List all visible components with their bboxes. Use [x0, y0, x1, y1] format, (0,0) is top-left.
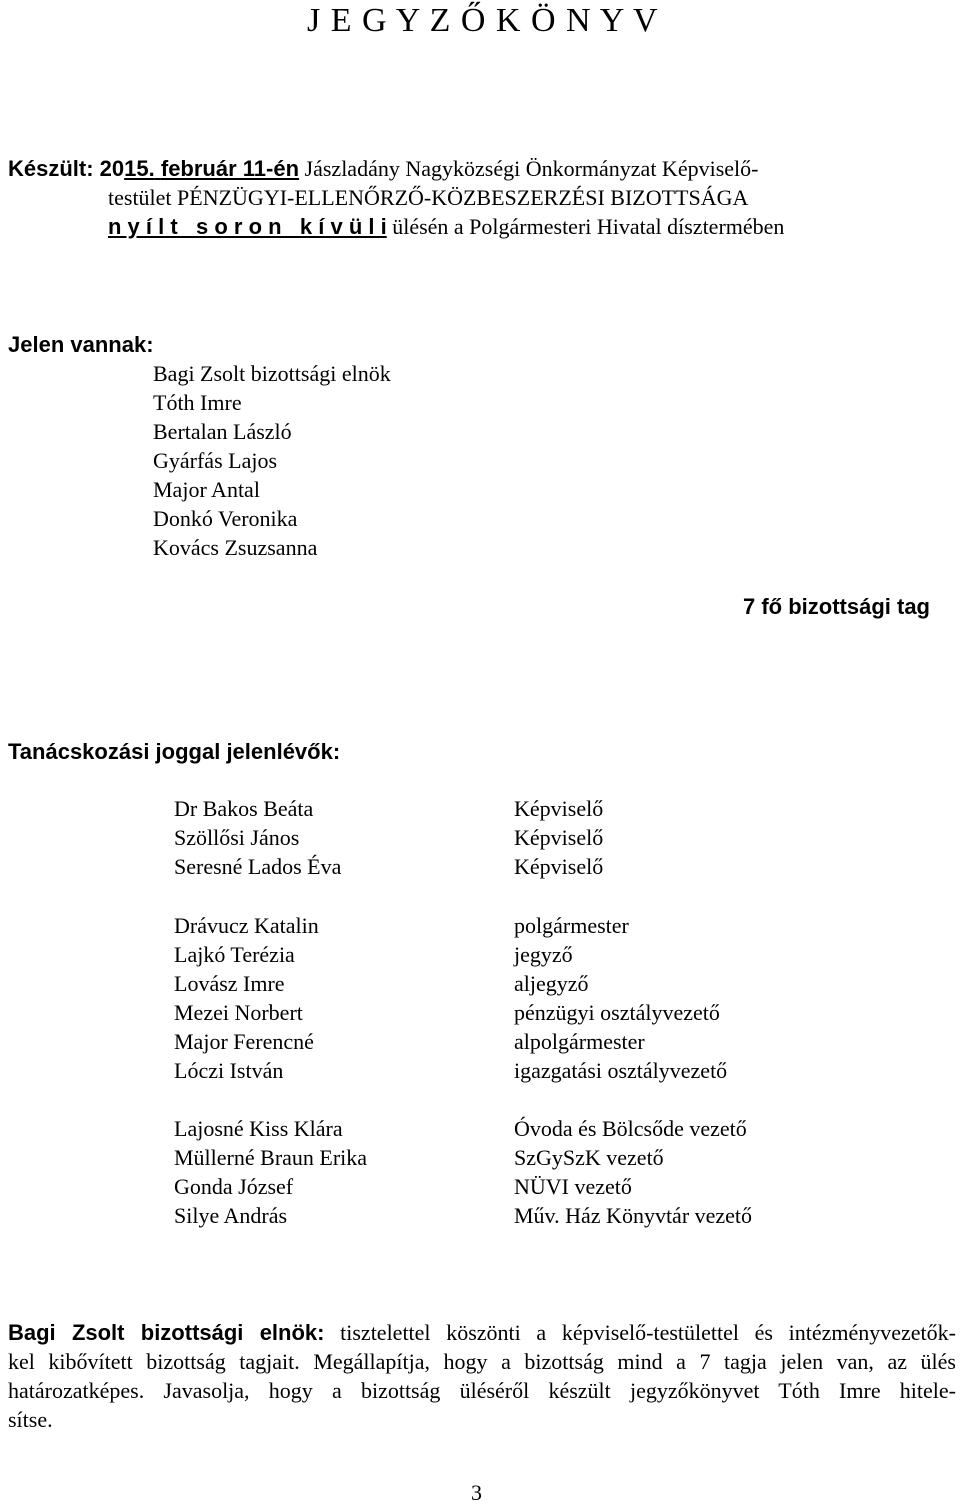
- advisory-role: polgármester: [514, 913, 629, 938]
- paragraph-line-2: kel kibővített bizottság tagjait. Megállapítja, hogy a bizottság mind a 7 tagja jelen van, az ülés: [8, 1349, 956, 1374]
- date-day: február 11-én: [160, 156, 300, 181]
- header-line-2: [108, 183, 748, 212]
- advisory-names-group-1: [174, 794, 341, 881]
- date-year: 15.: [124, 156, 155, 181]
- present-members-list: [153, 359, 391, 562]
- advisory-name: Lóczi István: [174, 1058, 284, 1083]
- advisory-role: Képviselő: [514, 796, 604, 821]
- advisory-role: aljegyző: [514, 971, 589, 996]
- advisory-name: Müllerné Braun Erika: [174, 1145, 368, 1170]
- member-item: Bagi Zsolt bizottsági elnök: [153, 361, 391, 386]
- session-type: n y í l t s o r o n k í v ü l i: [108, 214, 387, 239]
- advisory-name: Gonda József: [174, 1174, 294, 1199]
- advisory-role: Képviselő: [514, 825, 604, 850]
- advisory-roles-group-2: [514, 911, 727, 1085]
- document-title: J E G Y Z Ő K Ö N Y V: [307, 2, 659, 39]
- paragraph-line-4: sítse.: [8, 1407, 53, 1432]
- member-item: Kovács Zsuzsanna: [153, 535, 318, 560]
- member-item: Gyárfás Lajos: [153, 448, 278, 473]
- member-item: Bertalan László: [153, 419, 292, 444]
- advisory-names-group-2: [174, 911, 319, 1085]
- advisory-name: Seresné Lados Éva: [174, 854, 342, 879]
- advisory-name: Lajosné Kiss Klára: [174, 1116, 343, 1141]
- member-item: Donkó Veronika: [153, 506, 298, 531]
- advisory-role: Képviselő: [514, 854, 604, 879]
- member-item: Tóth Imre: [153, 390, 242, 415]
- member-count: 7 fő bizottsági tag: [743, 594, 930, 619]
- advisory-role: NÜVI vezető: [514, 1174, 632, 1199]
- page-number: 3: [471, 1480, 482, 1505]
- advisory-role: pénzügyi osztályvezető: [514, 1000, 720, 1025]
- advisory-name: Major Ferencné: [174, 1029, 314, 1054]
- intro-testulet: testület: [108, 185, 178, 210]
- intro-rest: Jászladány Nagyközségi Önkormányzat Képviselő-: [299, 156, 759, 181]
- paragraph-line-1: [8, 1318, 956, 1347]
- member-item: Major Antal: [153, 477, 260, 502]
- advisory-names-group-3: [174, 1114, 367, 1230]
- advisory-name: Dr Bakos Beáta: [174, 796, 314, 821]
- committee-name: PÉNZÜGYI-ELLENŐRZŐ-KÖZBESZERZÉSI BIZOTTSÁGA: [177, 185, 749, 210]
- advisory-role: Óvoda és Bölcsőde vezető: [514, 1116, 747, 1141]
- speaker-label: Bagi Zsolt bizottsági elnök:: [8, 1320, 325, 1345]
- keszult-label: Készült: 20: [8, 156, 125, 181]
- advisory-role: SzGySzK vezető: [514, 1145, 664, 1170]
- advisory-name: Silye András: [174, 1203, 288, 1228]
- advisory-name: Mezei Norbert: [174, 1000, 303, 1025]
- header-line-1: [8, 154, 758, 183]
- advisory-label: Tanácskozási joggal jelenlévők:: [8, 739, 341, 764]
- advisory-roles-group-1: [514, 794, 603, 881]
- minutes-paragraph: [8, 1318, 956, 1434]
- advisory-name: Lajkó Terézia: [174, 942, 295, 967]
- advisory-role: igazgatási osztályvezető: [514, 1058, 728, 1083]
- paragraph-line-3: határozatképes. Javasolja, hogy a bizottság üléséről készült jegyzőkönyvet Tóth Imre hitele-: [8, 1378, 956, 1403]
- advisory-name: Szöllősi János: [174, 825, 300, 850]
- advisory-name: Lovász Imre: [174, 971, 285, 996]
- present-label: Jelen vannak:: [8, 332, 154, 357]
- advisory-role: Műv. Ház Könyvtár vezető: [514, 1203, 753, 1228]
- advisory-roles-group-3: [514, 1114, 752, 1230]
- session-rest: ülésén a Polgármesteri Hivatal dísztermében: [386, 214, 785, 239]
- advisory-role: jegyző: [514, 942, 573, 967]
- header-line-3: [108, 212, 784, 241]
- paragraph-line-1-text: tisztelettel köszönti a képviselő-testülettel és intézményvezetők-: [324, 1320, 956, 1345]
- advisory-role: alpolgármester: [514, 1029, 645, 1054]
- advisory-name: Drávucz Katalin: [174, 913, 319, 938]
